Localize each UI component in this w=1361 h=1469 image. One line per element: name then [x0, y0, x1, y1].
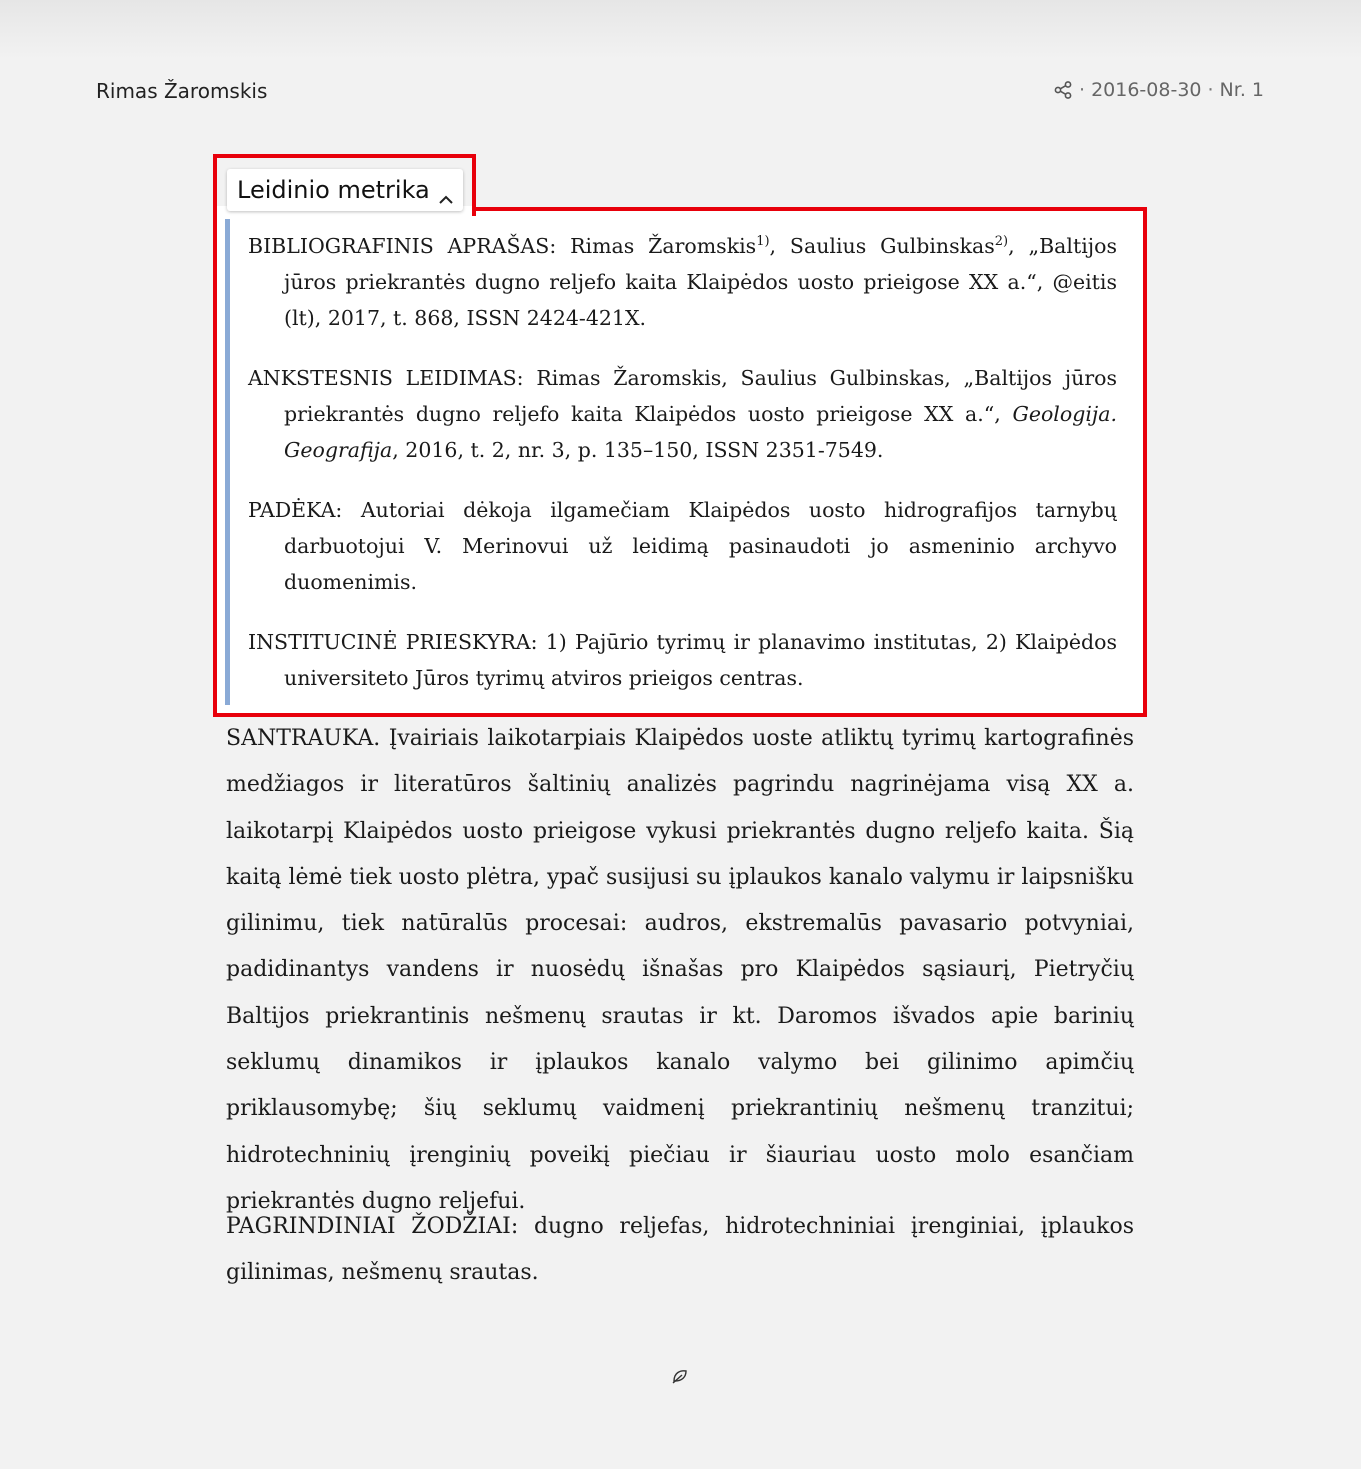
bibliographic-entry: BIBLIOGRAFINIS APRAŠAS: Rimas Žaromskis$^{1)}$, Saulius Gulbinskas$^{2)}$, „Baltijos jūros priekrantės dugno reljefo kaita Klaipėdos uosto prieigose XX a.“, @eitis (lt), 2017, t. 868, ISSN 2424-421X.	[248, 234, 1117, 330]
bibliographic-label: BIBLIOGRAFINIS APRAŠAS:	[248, 234, 557, 258]
meta-separator: ·	[1079, 79, 1086, 101]
keywords-text: dugno reljefas, hidrotechniniai įrenginiai, įplaukos gilinimas, nešmenų srautas.	[226, 1214, 1134, 1286]
institution-text: 1) Pajūrio tyrimų ir planavimo institutas, 2) Klaipėdos universiteto Jūros tyrimų atviros prieigos centras.	[284, 630, 1117, 690]
abstract	[226, 716, 1134, 1225]
publication-date: 2016-08-30	[1091, 79, 1202, 101]
previous-label: ANKSTESNIS LEIDIMAS:	[248, 366, 524, 390]
keywords	[226, 1204, 1134, 1297]
keywords-label: PAGRINDINIAI ŽODŽIAI:	[226, 1214, 519, 1239]
thanks-text: Autoriai dėkoja ilgamečiam Klaipėdos uosto hidrografijos tarnybų darbuotojui V. Merinovui už leidimą pasinaudoti jo asmeninio archyvo duomenimis.	[284, 498, 1117, 594]
author-name: Rimas Žaromskis	[96, 79, 268, 103]
metrika-toggle-label: Leidinio metrika	[237, 176, 430, 204]
previous-edition-entry	[248, 360, 1117, 468]
previous-text: Rimas Žaromskis, Saulius Gulbinskas, „Baltijos jūros priekrantės dugno reljefo kaita Klaipėdos uosto prieigose XX a.“,	[284, 366, 1117, 426]
metrika-accent-bar	[225, 219, 230, 705]
header-meta	[1053, 79, 1264, 101]
bibliographic-author2: Saulius Gulbinskas	[789, 234, 995, 258]
bibliographic-author1: Rimas Žaromskis	[570, 234, 757, 258]
previous-rest: , 2016, t. 2, nr. 3, p. 135–150, ISSN 2351-7549.	[392, 438, 884, 462]
abstract-text: Įvairiais laikotarpiais Klaipėdos uoste atliktų tyrimų kartografinės medžiagos ir literatūros šaltinių analizės pagrindu nagrinėjama visą XX a. laikotarpį Klaipėdos uosto prieigose vykusi priekrantės dugno reljefo kaita. Šią kaitą lėmė tiek uosto plėtra, ypač susijusi su įplaukos kanalo valymu ir laipsnišku gilinimu, tiek natūralūs procesai: audros, ekstremalūs pavasario potvyniai, padidinantys vandens ir nuosėdų išnašas pro Klaipėdos sąsiaurį, Pietryčių Baltijos priekrantinis nešmenų srautas ir kt. Daromos išvados apie barinių seklumų dinamikos ir įplaukos kanalo valymo bei gilinimo apimčių priklausomybę; šių seklumų vaidmenį priekrantinių nešmenų tranzitui; hidrotechninių įrenginių poveikį piečiau ir šiauriau uosto molo esančiam priekrantės dugno reljefui.	[226, 726, 1134, 1214]
bibliographic-rest: , „Baltijos jūros priekrantės dugno reljefo kaita Klaipėdos uosto prieigose XX a.“, @eitis (lt), 2017, t. 868, ISSN 2424-421X.	[284, 234, 1117, 330]
institution-entry	[248, 624, 1117, 696]
metrika-panel	[217, 211, 1143, 713]
chevron-up-icon	[438, 184, 454, 196]
abstract-label: SANTRAUKA.	[226, 726, 381, 751]
leaf-icon	[670, 1367, 690, 1385]
thanks-entry	[248, 492, 1117, 600]
issue-number: Nr. 1	[1219, 79, 1264, 101]
share-icon[interactable]	[1053, 80, 1073, 100]
thanks-label: PADĖKA:	[248, 498, 343, 522]
author2-affiliation-sup: 2)	[994, 234, 1009, 250]
metrika-entries	[248, 228, 1117, 720]
metrika-toggle-button[interactable]	[227, 169, 463, 211]
meta-separator: ·	[1207, 79, 1214, 101]
author1-affiliation-sup: 1)	[756, 234, 770, 250]
previous-journal: Geologija. Geografija	[284, 402, 1117, 462]
top-shade	[0, 0, 1361, 60]
institution-label: INSTITUCINĖ PRIESKYRA:	[248, 630, 538, 654]
